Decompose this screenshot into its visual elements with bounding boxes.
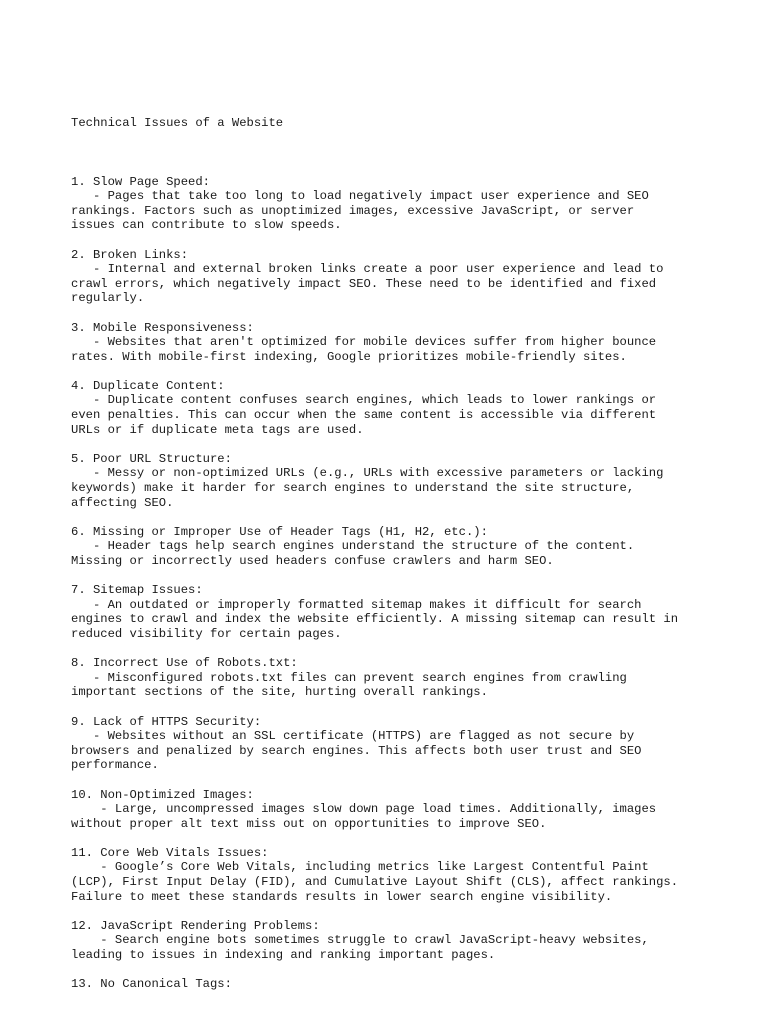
issue-heading: 3. Mobile Responsiveness: [71, 320, 254, 335]
issue-text-line: - Duplicate content confuses search engines, which leads to lower rankings or [71, 393, 657, 408]
issue-text-line: affecting SEO. [71, 495, 174, 510]
issue-text-line: regularly. [71, 291, 145, 306]
issue-text-line: - Header tags help search engines understand the structure of the content. [71, 539, 635, 554]
issue-text-line: keywords) make it harder for search engines to understand the site structure, [71, 481, 635, 496]
issue-item [71, 788, 711, 832]
issue-heading: 10. Non-Optimized Images: [71, 787, 254, 802]
issue-heading: 5. Poor URL Structure: [71, 451, 232, 466]
issue-item [71, 977, 711, 992]
issue-item [71, 321, 711, 365]
issue-text-line: - Internal and external broken links create a poor user experience and lead to [71, 262, 664, 277]
issue-text-line: crawl errors, which negatively impact SEO. These need to be identified and fixed [71, 276, 657, 291]
issue-text-line: reduced visibility for certain pages. [71, 626, 342, 641]
issue-heading: 13. No Canonical Tags: [71, 977, 232, 992]
issue-heading: 6. Missing or Improper Use of Header Tags (H1, H2, etc.): [71, 524, 488, 539]
issue-heading: 1. Slow Page Speed: [71, 174, 210, 189]
issue-text-line: even penalties. This can occur when the same content is accessible via different [71, 408, 657, 423]
issue-text-line: Missing or incorrectly used headers confuse crawlers and harm SEO. [71, 554, 554, 568]
issue-item [71, 175, 711, 233]
issue-text-line: important sections of the site, hurting overall rankings. [71, 685, 488, 700]
issue-text-line: - Large, uncompressed images slow down page load times. Additionally, images [71, 802, 657, 817]
issue-text-line: rates. With mobile-first indexing, Google prioritizes mobile-friendly sites. [71, 349, 627, 364]
document-title: Technical Issues of a Website [71, 116, 284, 131]
issue-item [71, 248, 711, 306]
issue-text-line: performance. [71, 758, 159, 773]
issue-text-line: (LCP), First Input Delay (FID), and Cumulative Layout Shift (CLS), affect rankings. [71, 875, 679, 890]
issue-text-line: leading to issues in indexing and ranking important pages. [71, 948, 496, 963]
issue-item [71, 656, 711, 700]
issue-text-line: issues can contribute to slow speeds. [71, 218, 342, 233]
issue-item [71, 919, 711, 963]
issue-item [71, 525, 711, 569]
issue-text-line: Failure to meet these standards results in lower search engine visibility. [71, 889, 613, 904]
issue-text-line: URLs or if duplicate meta tags are used. [71, 422, 364, 437]
issue-item [71, 452, 711, 510]
issue-text-line: engines to crawl and index the website efficiently. A missing sitemap can result in [71, 612, 679, 627]
document-page [71, 87, 711, 1021]
issue-heading: 9. Lack of HTTPS Security: [71, 714, 262, 729]
issue-item [71, 379, 711, 437]
issue-item [71, 715, 711, 773]
issue-text-line: - Search engine bots sometimes struggle to crawl JavaScript-heavy websites, [71, 933, 649, 948]
issue-heading: 2. Broken Links: [71, 247, 189, 262]
issue-item [71, 846, 711, 904]
issue-text-line: - Google’s Core Web Vitals, including metrics like Largest Contentful Paint [71, 860, 649, 875]
issue-heading: 7. Sitemap Issues: [71, 583, 203, 598]
issue-heading: 4. Duplicate Content: [71, 378, 225, 393]
issue-heading: 11. Core Web Vitals Issues: [71, 845, 269, 860]
issue-text-line: - An outdated or improperly formatted sitemap makes it difficult for search [71, 597, 642, 612]
issue-text-line: - Misconfigured robots.txt files can prevent search engines from crawling [71, 670, 627, 685]
issue-list [71, 175, 711, 992]
issue-item [71, 583, 711, 641]
issue-heading: 12. JavaScript Rendering Problems: [71, 918, 320, 933]
issue-text-line: - Messy or non-optimized URLs (e.g., URLs with excessive parameters or lacking [71, 466, 664, 481]
issue-text-line: browsers and penalized by search engines. This affects both user trust and SEO [71, 743, 642, 758]
issue-text-line: without proper alt text miss out on opportunities to improve SEO. [71, 816, 547, 831]
issue-heading: 8. Incorrect Use of Robots.txt: [71, 656, 298, 671]
issue-text-line: rankings. Factors such as unoptimized images, excessive JavaScript, or server [71, 203, 635, 218]
issue-text-line: - Websites that aren't optimized for mobile devices suffer from higher bounce [71, 335, 657, 350]
issue-text-line: - Pages that take too long to load negatively impact user experience and SEO [71, 189, 649, 204]
issue-text-line: - Websites without an SSL certificate (HTTPS) are flagged as not secure by [71, 729, 635, 744]
